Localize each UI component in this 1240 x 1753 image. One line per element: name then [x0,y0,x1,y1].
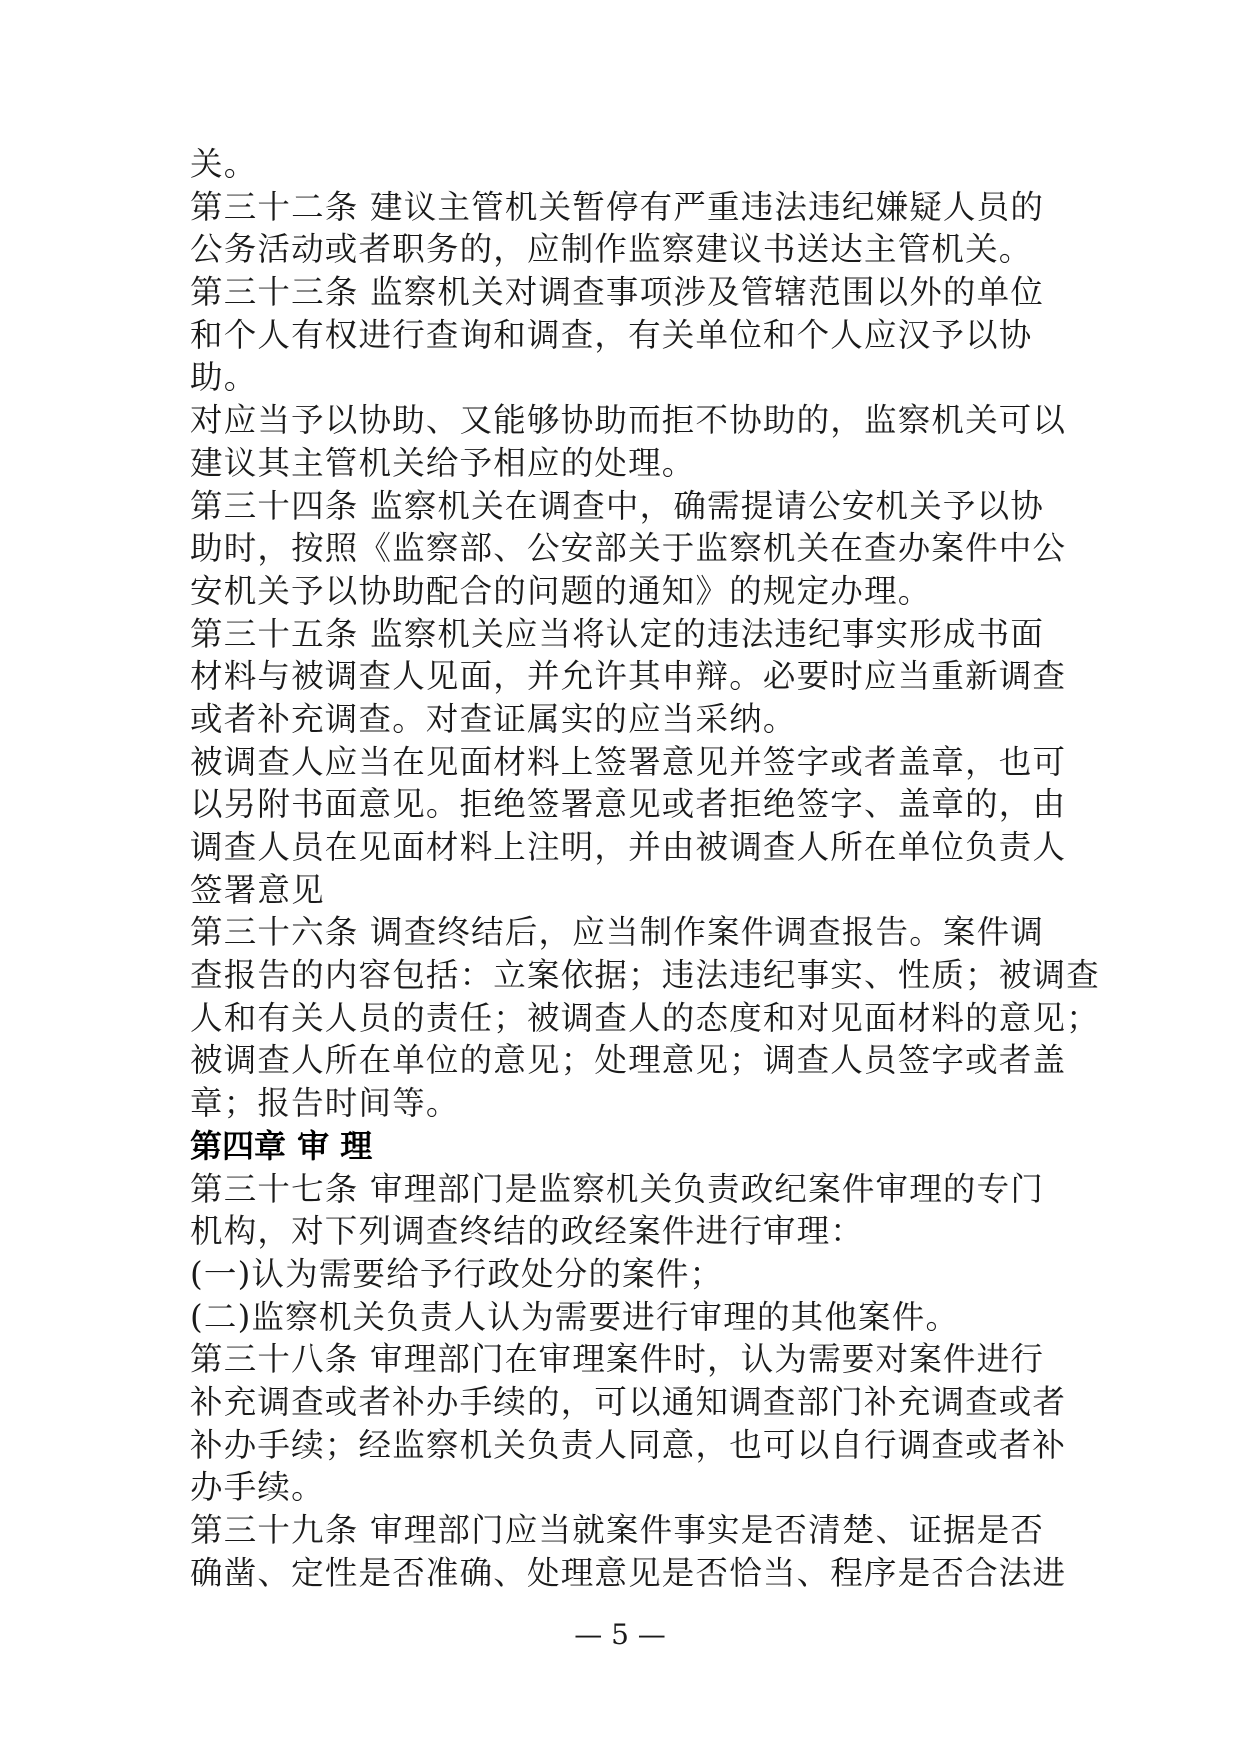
paragraph-line: 调查人员在见面材料上注明，并由被调查人所在单位负责人 [190,828,1067,866]
article-36-line-2: 查报告的内容包括：立案依据；违法违纪事实、性质；被调查 [190,956,1100,995]
article-35-line-3: 或者补充调查。对查证属实的应当采纳。 [190,699,797,738]
article-38-line-4: 办手续。 [190,1468,325,1507]
article-38-line-3: 补办手续；经监察机关负责人同意，也可以自行调查或者补 [190,1425,1067,1464]
article-38-line-2: 补充调查或者补办手续的，可以通知调查部门补充调查或者 [190,1382,1067,1421]
paragraph-line: 签署意见 [190,870,325,909]
paragraph-line: 以另附书面意见。拒绝签署意见或者拒绝签字、盖章的，由 [190,785,1067,824]
article-39-line-2: 确凿、定性是否准确、处理意见是否恰当、程序是否合法进 [190,1553,1067,1592]
paragraph-line: 对应当予以协助、又能够协助而拒不协助的，监察机关可以 [190,401,1067,440]
article-34-line-3: 安机关予以协助配合的问题的通知》的规定办理。 [190,571,932,610]
article-36-line-1: 第三十六条 调查终结后，应当制作案件调查报告。案件调 [190,913,1045,952]
paragraph-line: 建议其主管机关给予相应的处理。 [190,443,696,482]
text-line: 关。 [190,145,258,183]
article-37-line-1: 第三十七条 审理部门是监察机关负责政纪案件审理的专门 [190,1169,1045,1208]
article-33-line-2: 和个人有权进行查询和调查，有关单位和个人应汉予以协 [190,315,1033,354]
chapter-4-heading: 第四章 审 理 [190,1126,373,1165]
article-36-line-4: 被调查人所在单位的意见；处理意见；调查人员签字或者盖 [190,1041,1067,1080]
list-item-1: (一)认为需要给予行政处分的案件； [190,1254,724,1293]
paragraph-line: 被调查人应当在见面材料上签署意见并签字或者盖章，也可 [190,742,1067,781]
article-34-line-1: 第三十四条 监察机关在调查中，确需提请公安机关予以协 [190,486,1045,525]
article-36-line-5: 章；报告时间等。 [190,1084,460,1123]
list-item-2: (二)监察机关负责人认为需要进行审理的其他案件。 [190,1297,960,1336]
article-39-line-1: 第三十九条 审理部门应当就案件事实是否清楚、证据是否 [190,1511,1045,1549]
article-35-line-1: 第三十五条 监察机关应当将认定的违法违纪事实形成书面 [190,614,1045,653]
article-38-line-1: 第三十八条 审理部门在审理案件时，认为需要对案件进行 [190,1340,1045,1379]
page-number: — 5 — [574,1618,666,1651]
article-35-line-2: 材料与被调查人见面，并允许其申辩。必要时应当重新调查 [190,657,1067,696]
article-33-line-3: 助。 [190,358,258,397]
article-33-line-1: 第三十三条 监察机关对调查事项涉及管辖范围以外的单位 [190,273,1045,312]
article-32-line-1: 第三十二条 建议主管机关暂停有严重违法违纪嫌疑人员的 [190,187,1045,226]
document-body [190,143,1100,1594]
article-32-line-2: 公务活动或者职务的，应制作监察建议书送达主管机关。 [190,230,1033,269]
article-37-line-2: 机构，对下列调查终结的政经案件进行审理： [190,1212,865,1251]
article-36-line-3: 人和有关人员的责任；被调查人的态度和对见面材料的意见； [190,998,1100,1037]
article-34-line-2: 助时，按照《监察部、公安部关于监察机关在查办案件中公 [190,529,1067,568]
